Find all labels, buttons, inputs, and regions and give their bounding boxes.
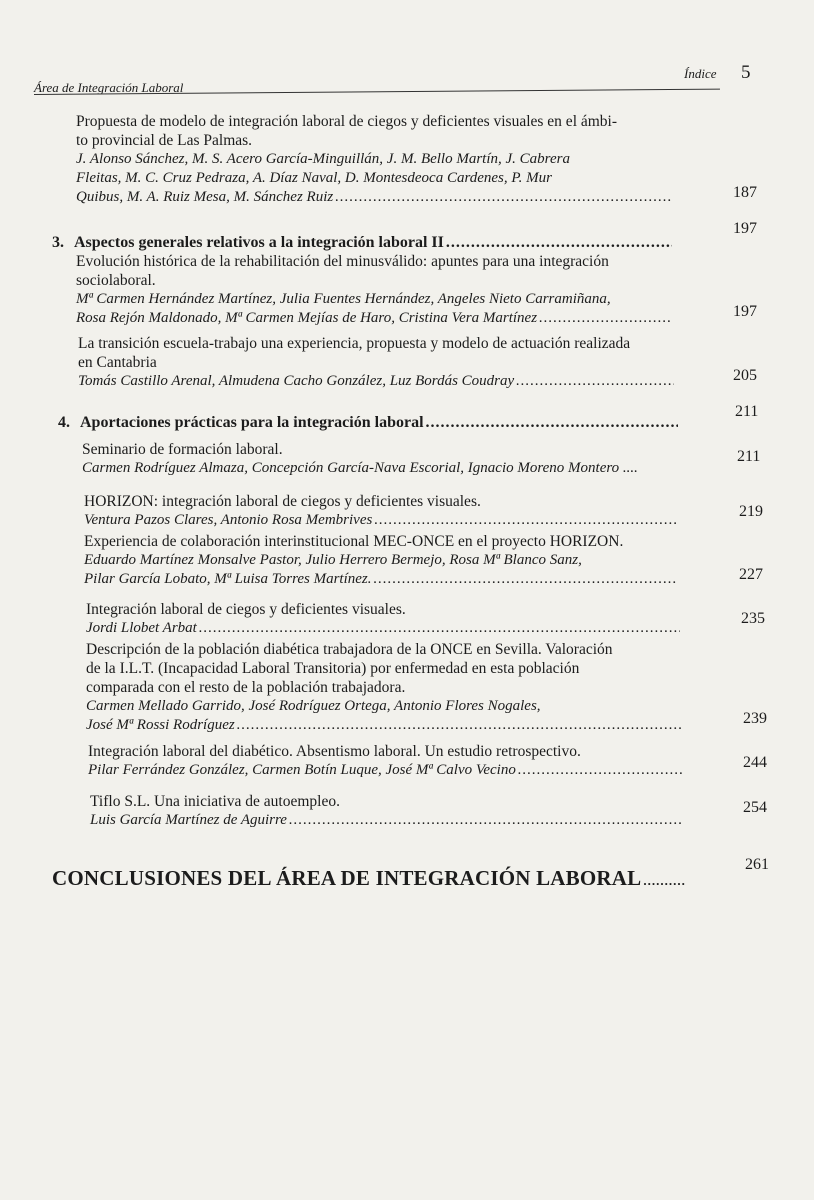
entry-page-number: 227 [739, 566, 763, 583]
dot-leader [643, 873, 686, 889]
header-area-title: Área de Integración Laboral [34, 80, 184, 95]
dot-leader [426, 414, 678, 432]
dot-leader [199, 619, 680, 638]
author-text: Jordi Llobet Arbat [86, 620, 197, 636]
entry-page-number: 235 [741, 610, 765, 627]
entry-authors: Mª Carmen Hernández Martínez, Julia Fuentes Hernández, Angeles Nieto Carramiñana, [76, 291, 611, 307]
entry-authors [78, 372, 674, 391]
toc-entry[interactable] [84, 492, 676, 530]
entry-page-number: 244 [743, 754, 767, 771]
author-text: Ventura Pazos Clares, Antonio Rosa Membrives [84, 512, 373, 528]
entry-title: Propuesta de modelo de integración laboral de ciegos y deficientes visuales en el ámbi- [76, 113, 618, 130]
author-text: Rosa Rejón Maldonado, Mª Carmen Mejías de Haro, Cristina Vera Martínez [76, 310, 538, 326]
entry-page-number: 254 [743, 799, 767, 816]
author-text: Tomás Castillo Arenal, Almudena Cacho González, Luz Bordás Coudray [78, 373, 515, 389]
toc-entry[interactable] [82, 440, 682, 478]
dot-leader [446, 234, 672, 252]
toc-entry[interactable] [78, 334, 674, 391]
entry-authors: Eduardo Martínez Monsalve Pastor, Julio Herrero Bermejo, Rosa Mª Blanco Sanz, [84, 552, 582, 568]
entry-page-number: 239 [743, 710, 767, 727]
dot-leader [518, 761, 682, 780]
dot-leader [539, 309, 672, 328]
author-text: Quibus, M. A. Ruiz Mesa, M. Sánchez Ruiz [76, 189, 334, 205]
author-text: José Mª Rossi Rodríguez [86, 717, 235, 733]
section-number: 3. [52, 234, 64, 251]
entry-authors [86, 619, 680, 638]
entry-authors [76, 309, 672, 328]
entry-title: Tiflo S.L. Una iniciativa de autoempleo. [90, 793, 340, 810]
toc-entry[interactable] [76, 112, 672, 207]
header-page-number: 5 [741, 62, 751, 83]
entry-title: de la I.L.T. (Incapacidad Laboral Transitoria) por enfermedad en esta población [86, 660, 580, 677]
entry-page-number: 197 [733, 220, 757, 237]
entry-title: Integración laboral de ciegos y deficientes visuales. [86, 601, 406, 618]
entry-page-number: 187 [733, 184, 757, 201]
header-index-label: Índice [684, 66, 717, 81]
entry-title: Descripción de la población diabética trabajadora de la ONCE en Sevilla. Valoración [86, 641, 613, 658]
section-title: Aportaciones prácticas para la integración laboral [80, 414, 424, 431]
entry-page-number: 205 [733, 367, 757, 384]
dot-leader [516, 372, 674, 391]
entry-title: Seminario de formación laboral. [82, 441, 283, 458]
dot-leader [374, 570, 678, 589]
dot-leader [237, 716, 682, 735]
entry-title: HORIZON: integración laboral de ciegos y deficientes visuales. [84, 493, 481, 510]
entry-authors [84, 570, 678, 589]
section-title: Aspectos generales relativos a la integración laboral II [74, 234, 444, 251]
entry-authors [76, 188, 672, 207]
entry-title: sociolaboral. [76, 272, 156, 289]
entry-title: Evolución histórica de la rehabilitación del minusválido: apuntes para una integración [76, 253, 609, 270]
entry-page-number: 219 [739, 503, 763, 520]
author-text: Luis García Martínez de Aguirre [90, 812, 287, 828]
entry-page-number: 211 [737, 448, 761, 465]
entry-authors: Carmen Rodríguez Almaza, Concepción García-Nava Escorial, Ignacio Moreno Montero .... [82, 460, 638, 476]
entry-title: comparada con el resto de la población trabajadora. [86, 679, 406, 696]
entry-title: Integración laboral del diabético. Absentismo laboral. Un estudio retrospectivo. [88, 743, 581, 760]
entry-page-number: 211 [735, 403, 759, 420]
toc-entry[interactable] [86, 600, 680, 638]
entry-authors [86, 716, 682, 735]
toc-entry[interactable] [76, 252, 672, 328]
conclusion-heading[interactable] [52, 866, 686, 891]
entry-authors: Fleitas, M. C. Cruz Pedraza, A. Díaz Naval, D. Montesdeoca Cardenes, P. Mur [76, 170, 552, 186]
entry-authors [88, 761, 682, 780]
entry-title: Experiencia de colaboración interinstitucional MEC-ONCE en el proyecto HORIZON. [84, 533, 624, 550]
entry-title: en Cantabria [78, 354, 157, 371]
entry-title: to provincial de Las Palmas. [76, 132, 253, 149]
dot-leader [374, 511, 676, 530]
entry-authors [90, 811, 682, 830]
section-number: 4. [58, 414, 70, 431]
toc-entry[interactable] [90, 792, 682, 830]
toc-entry[interactable] [84, 532, 678, 589]
toc-entry[interactable] [86, 640, 682, 735]
dot-leader [335, 188, 672, 207]
entry-authors: Carmen Mellado Garrido, José Rodríguez Ortega, Antonio Flores Nogales, [86, 698, 541, 714]
toc-entry[interactable] [88, 742, 682, 780]
entry-title: La transición escuela-trabajo una experiencia, propuesta y modelo de actuación realizada [78, 335, 631, 352]
dot-leader [289, 811, 682, 830]
conclusion-title: CONCLUSIONES DEL ÁREA DE INTEGRACIÓN LABORAL [52, 866, 642, 890]
running-header [34, 60, 754, 100]
entry-authors: J. Alonso Sánchez, M. S. Acero García-Minguillán, J. M. Bello Martín, J. Cabrera [76, 151, 570, 167]
entry-authors [84, 511, 676, 530]
entry-page-number: 197 [733, 303, 757, 320]
entry-page-number: 261 [745, 856, 769, 873]
author-text: Pilar García Lobato, Mª Luisa Torres Martínez. [84, 571, 372, 587]
section-heading[interactable] [52, 234, 672, 252]
section-heading[interactable] [58, 414, 678, 432]
author-text: Pilar Ferrández González, Carmen Botín Luque, José Mª Calvo Vecino [88, 762, 516, 778]
